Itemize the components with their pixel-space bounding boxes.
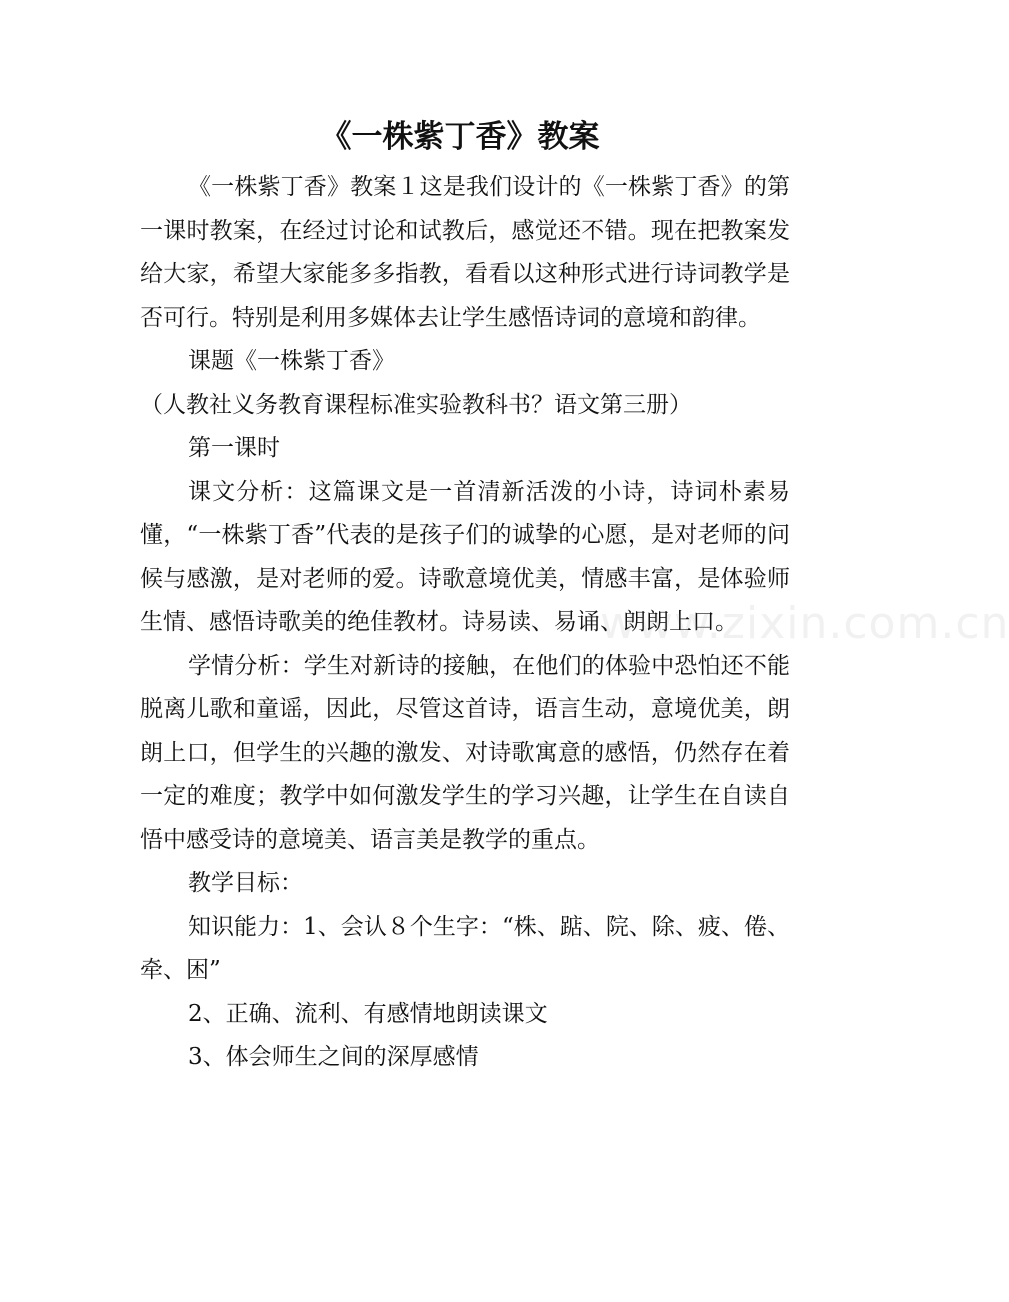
text-analysis-paragraph: 课文分析：这篇课文是一首清新活泼的小诗，诗词朴素易懂，“一株紫丁香”代表的是孩子们的诚挚的心愿，是对老师的问候与感激，是对老师的爱。诗歌意境优美，情感丰富，是体验师生情、感悟诗歌美的绝佳教材。诗易读、易诵、朗朗上口。 <box>140 478 790 635</box>
watermark: www.zixin.com.cn <box>600 598 1009 649</box>
document-title: 《一株紫丁香》教案 <box>320 119 600 155</box>
textbook-source: （人教社义务教育课程标准实验教科书？语文第三册） <box>140 391 692 418</box>
lesson-period: 第一课时 <box>188 435 280 461</box>
teaching-goals-heading: 教学目标： <box>188 870 303 896</box>
goal-item-3: 3、体会师生之间的深厚感情 <box>188 1044 479 1070</box>
document-body <box>140 166 790 1080</box>
goal-item-1: 知识能力：1、会认８个生字：“株、踮、院、除、疲、倦、牵、困” <box>140 913 790 983</box>
lesson-topic: 课题《一株紫丁香》 <box>188 348 395 374</box>
goal-item-2: 2、正确、流利、有感情地朗读课文 <box>188 1000 548 1027</box>
student-analysis-paragraph: 学情分析：学生对新诗的接触，在他们的体验中恐怕还不能脱离儿歌和童谣，因此，尽管这首诗，语言生动，意境优美，朗朗上口，但学生的兴趣的激发、对诗歌寓意的感悟，仍然存在着一定的难度；教学中如何激发学生的学习兴趣，让学生在自读自悟中感受诗的意境美、语言美是教学的重点。 <box>140 652 790 853</box>
intro-paragraph: 《一株紫丁香》教案１这是我们设计的《一株紫丁香》的第一课时教案，在经过讨论和试教后，感觉还不错。现在把教案发给大家，希望大家能多多指教，看看以这种形式进行诗词教学是否可行。特别是利用多媒体去让学生感悟诗词的意境和韵律。 <box>140 174 790 331</box>
